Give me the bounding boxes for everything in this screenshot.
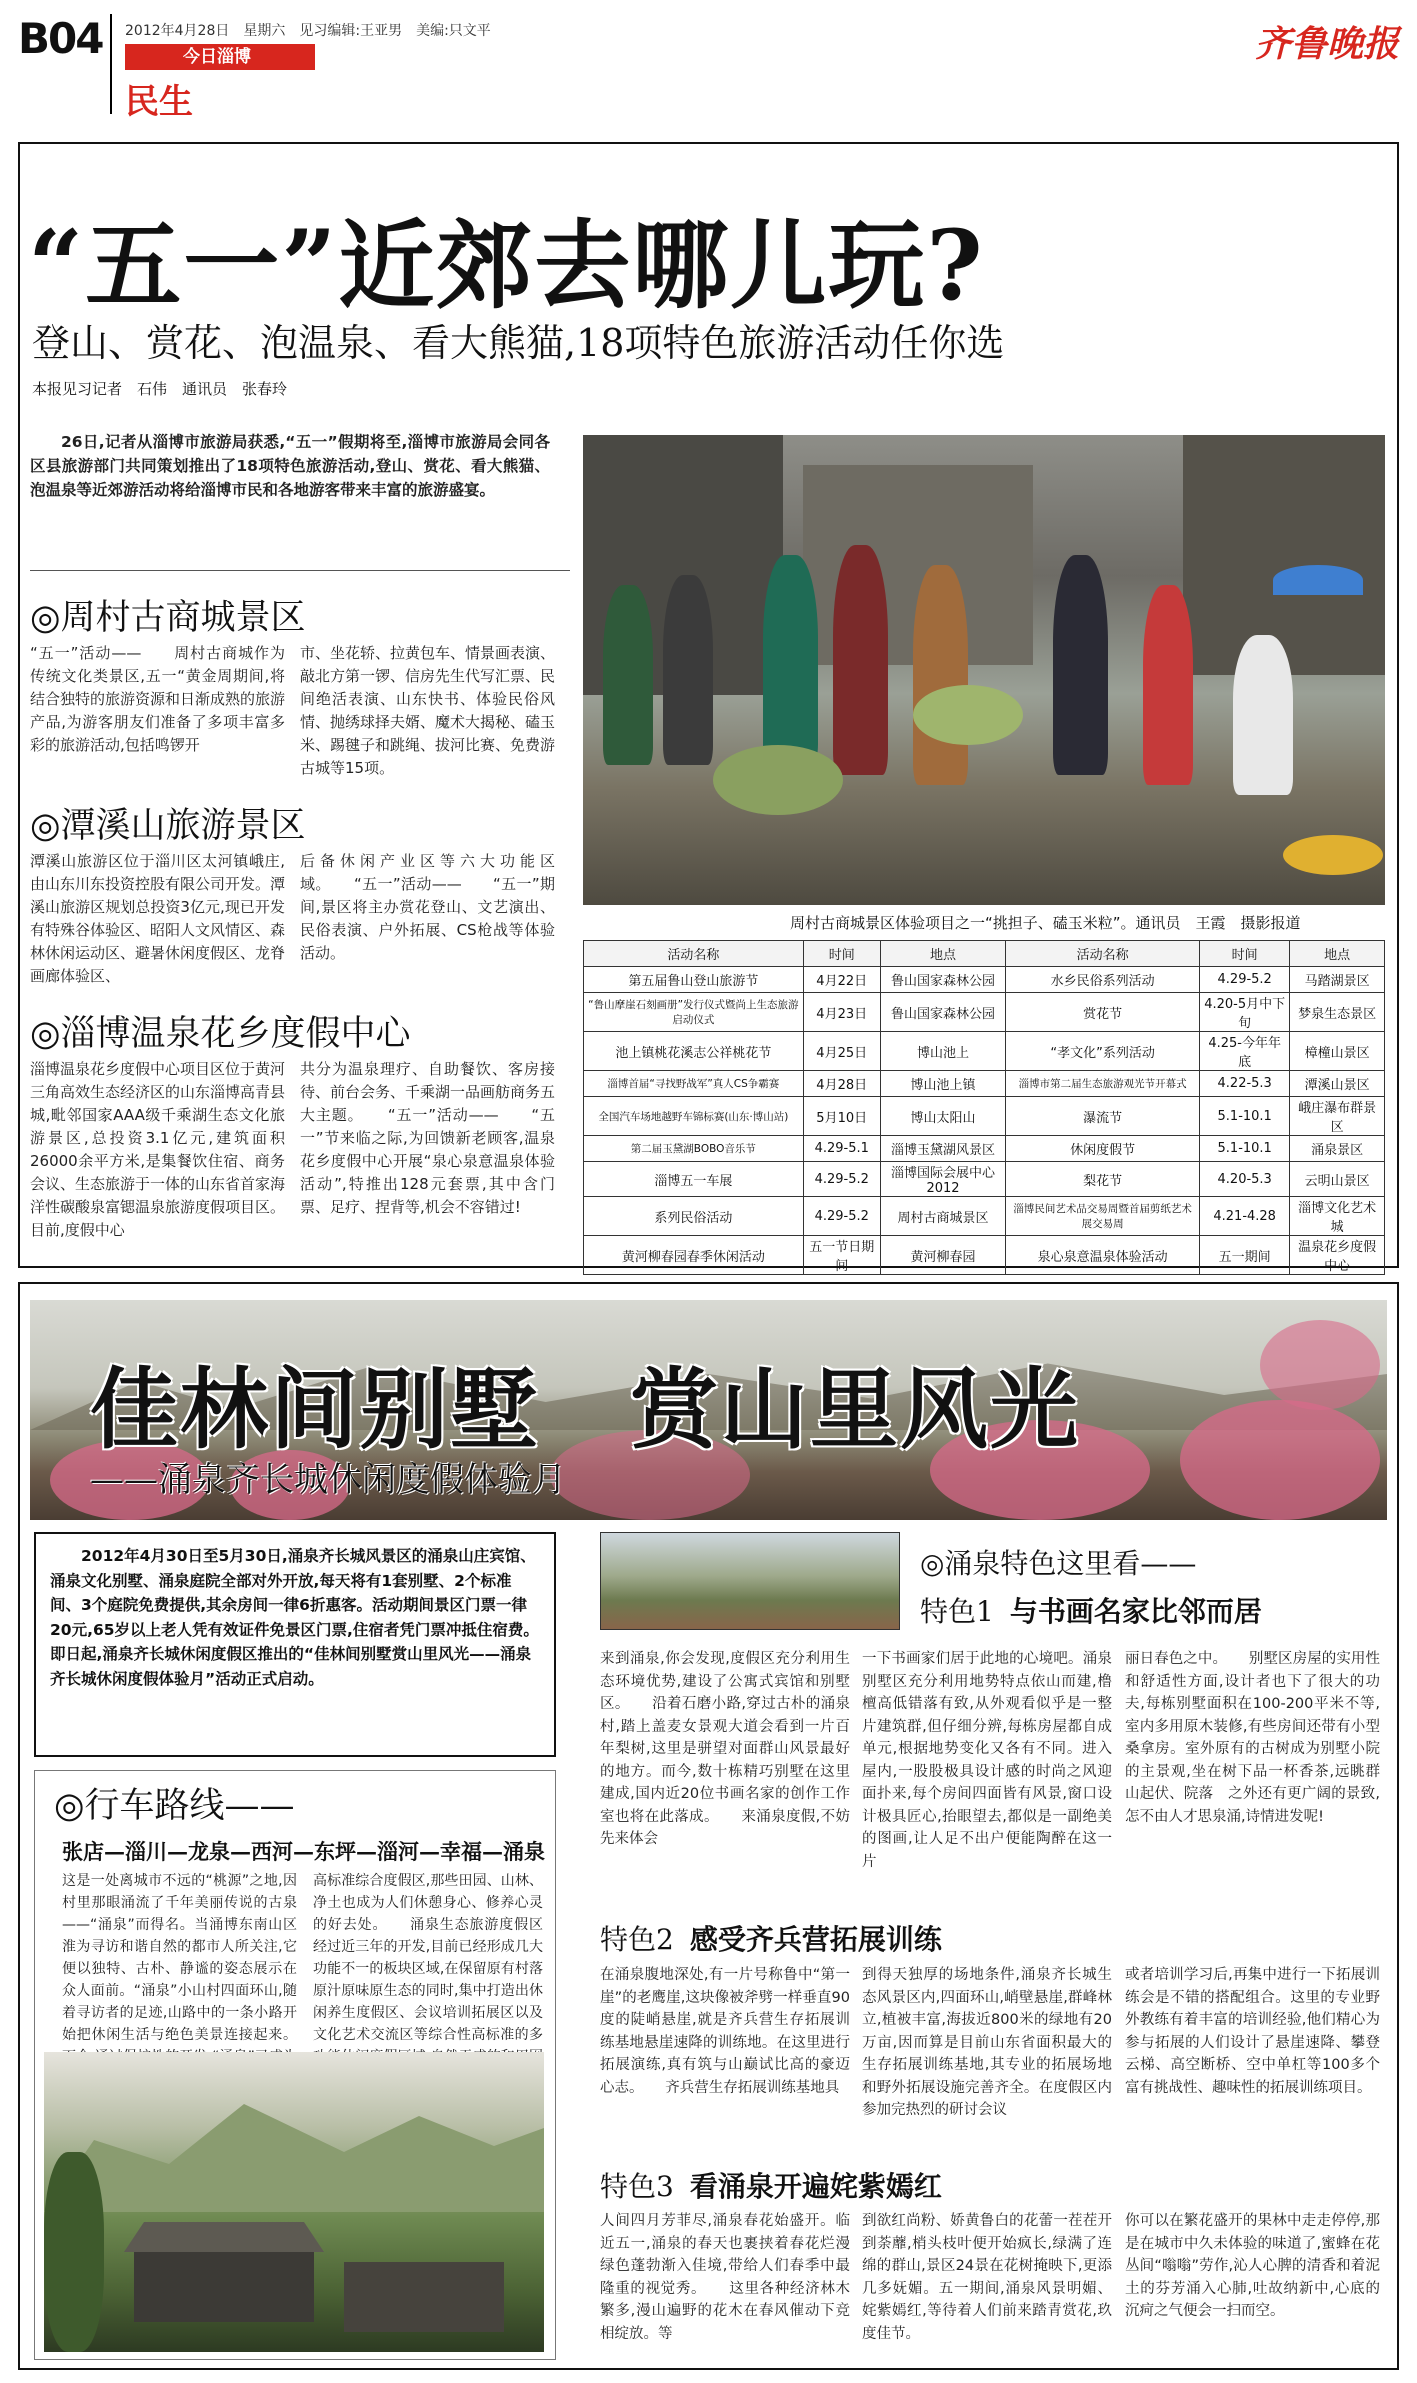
table-header: 时间 xyxy=(803,941,880,967)
feature-1-heading xyxy=(920,1590,1262,1630)
promo-box xyxy=(34,1532,556,1757)
feature-3-text-col3: 你可以在繁花盛开的果林中走走停停,那是在城市中久未体验的味道了,蜜蜂在花丛间“嗡嗡”劳作,沁人心脾的清香和着泥土的芬芳涌入心肺,吐故纳新中,心底的沉疴之气便会一扫而空。 xyxy=(1125,2213,1380,2319)
table-cell: 淄博民间艺术品交易周暨首届剪纸艺术展交易周 xyxy=(1006,1197,1200,1236)
table-cell: “鲁山摩崖石刻画册”发行仪式暨尚上生态旅游启动仪式 xyxy=(584,993,804,1032)
table-cell: 淄博国际会展中心2012 xyxy=(880,1162,1005,1197)
table-cell: 五一节日期间 xyxy=(803,1236,880,1275)
table-header: 地点 xyxy=(1290,941,1385,967)
table-cell: 泉心泉意温泉体验活动 xyxy=(1006,1236,1200,1275)
route-text-col1: 这是一处离城市不远的“桃源”之地,因村里那眼涌流了千年美丽传说的古泉——“涌泉”而得名。当涌博东南山区淮为寻访和谐自然的都市人所关注,它便以独特、古朴、静谧的姿态展示在众人面前。“涌泉”小山村四面环山,随着寻访者的足迹,山路中的一条小路开始把休闲生活与绝色美景连接起来。 xyxy=(62,1873,297,2043)
feature-3-label: 特色3 xyxy=(600,2170,674,2203)
table-cell: 博山池上 xyxy=(880,1032,1005,1071)
table-cell: 淄博玉黛湖风景区 xyxy=(880,1136,1005,1162)
zhoucun-text-col2: 市、坐花轿、拉黄包车、情景画表演、敲北方第一锣、信房先生代写汇票、民间绝活表演、山东快书、体验民俗风情、抛绣球择夫婿、魔术大揭秘、磕玉米、踢毽子和跳绳、拔河比赛、免费游古城等15项。 xyxy=(300,644,556,777)
table-cell: 系列民俗活动 xyxy=(584,1197,804,1236)
table-cell: 淄博首届“寻找野战军”真人CS争霸赛 xyxy=(584,1071,804,1097)
table-header: 时间 xyxy=(1200,941,1290,967)
zhoucun-text-col1: “五一”活动—— 周村古商城作为传统文化类景区,五一“黄金周期间,将结合独特的旅游资源和日渐成熟的旅游产品,为游客朋友们准备了多项丰富多彩的旅游活动,包括鸣锣开 xyxy=(30,644,286,754)
table-cell: “孝文化”系列活动 xyxy=(1006,1032,1200,1071)
table-cell: 博山太阳山 xyxy=(880,1097,1005,1136)
promo-text: 2012年4月30日至5月30日,涌泉齐长城风景区的涌泉山庄宾馆、涌泉文化别墅、涌泉庭院全部对外开放,每天将有1套别墅、2个标准间、3个庭院免费提供,其余房间一律6折惠客。活动期间景区门票一律20元,65岁以上老人凭有效证件免景区门票,住宿者凭门票冲抵住宿费。即日起,涌泉齐长城休闲度假区推出的“佳林间别墅赏山里风光——涌泉齐长城休闲度假体验月”活动正式启动。 xyxy=(50,1547,539,1688)
table-cell: 第五届鲁山登山旅游节 xyxy=(584,967,804,993)
photo-zhoucun-street xyxy=(583,435,1385,905)
table-cell: 5月10日 xyxy=(803,1097,880,1136)
table-cell: 樟橦山景区 xyxy=(1290,1032,1385,1071)
table-cell: 涌泉景区 xyxy=(1290,1136,1385,1162)
table-row xyxy=(584,1097,1385,1136)
table-cell: 4.29-5.2 xyxy=(1200,967,1290,993)
feature-1-text-col3: 丽日春色之中。 别墅区房屋的实用性和舒适性方面,设计者也下了很大的功夫,每栋别墅面积在100-200平米不等,室内多用原木装修,有些房间还带有小型桑拿房。室外原有的古树成为别墅小院的主景观,坐在树下品一杯香茶,远眺群山起伏、院落 之外还有更广阔的景致,怎不由人才思泉涌,诗情进发呢! xyxy=(1125,1651,1380,1825)
route-line: 张店—淄川—龙泉—西河—东坪—淄河—幸福—涌泉 xyxy=(62,1839,545,1864)
table-cell: 淄博文化艺术城 xyxy=(1290,1197,1385,1236)
paper-logo: 齐鲁晚报 xyxy=(1254,23,1399,65)
feature-3-heading xyxy=(600,2165,942,2205)
feature-2-label: 特色2 xyxy=(600,1923,674,1956)
table-cell: 潭溪山景区 xyxy=(1290,1071,1385,1097)
table-cell: 梦泉生态景区 xyxy=(1290,993,1385,1032)
table-cell: 4.29-5.1 xyxy=(803,1136,880,1162)
table-row xyxy=(584,1197,1385,1236)
feature-3-title: 看涌泉开遍姹紫嫣红 xyxy=(689,2170,942,2203)
table-row xyxy=(584,1236,1385,1275)
table-cell: 水乡民俗系列活动 xyxy=(1006,967,1200,993)
table-row xyxy=(584,993,1385,1032)
table-header: 活动名称 xyxy=(584,941,804,967)
table-cell: 4月22日 xyxy=(803,967,880,993)
table-cell: 鲁山国家森林公园 xyxy=(880,993,1005,1032)
table-cell: 4.29-5.2 xyxy=(803,1162,880,1197)
table-cell: 4.29-5.2 xyxy=(803,1197,880,1236)
table-cell: 马踏湖景区 xyxy=(1290,967,1385,993)
divider xyxy=(30,570,570,571)
feature-2-heading xyxy=(600,1918,942,1958)
table-cell: 黄河柳春园 xyxy=(880,1236,1005,1275)
feature-2-title: 感受齐兵营拓展训练 xyxy=(689,1923,942,1956)
route-heading: ◎行车路线—— xyxy=(54,1786,295,1826)
table-cell: 五一期间 xyxy=(1200,1236,1290,1275)
table-cell: 周村古商城景区 xyxy=(880,1197,1005,1236)
feature-3-text-col1: 人间四月芳菲尽,涌泉春花始盛开。临近五一,涌泉的春天也裹挟着春花烂漫绿色蓬勃渐入佳境,带给人们春季中最隆重的视觉秀。 这里各种经济林木繁多,漫山遍野的花木在春风催动下竞相绽放。等 xyxy=(600,2213,850,2342)
wenquan-text-col2: 共分为温泉理疗、自助餐饮、客房接待、前台会务、千乘湖一品画舫商务五大主题。 “五一”活动—— “五一”节来临之际,为回馈新老顾客,温泉花乡度假中心开展“泉心泉意温泉体验活动”,特推出128元套票,其中含门票、足疗、捏背等,机会不容错过! xyxy=(300,1060,556,1216)
table-cell: 池上镇桃花溪志公祥桃花节 xyxy=(584,1032,804,1071)
subhead: 登山、赏花、泡温泉、看大熊猫,18项特色旅游活动任你选 xyxy=(32,321,1005,365)
tanxi-text-col2: 后备休闲产业区等六大功能区域。 “五一”活动—— “五一”期间,景区将主办赏花登山、文艺演出、民俗表演、户外拓展、CS枪战等体验活动。 xyxy=(300,852,555,962)
table-cell: 第二届玉黛湖BOBO音乐节 xyxy=(584,1136,804,1162)
table-cell: 4月23日 xyxy=(803,993,880,1032)
intro-paragraph: 26日,记者从淄博市旅游局获悉,“五一”假期将至,淄博市旅游局会同各区县旅游部门共同策划推出了18项特色旅游活动,登山、赏花、看大熊猫、泡温泉等近郊游活动将给淄博市民和各地游客带来丰富的旅游盛宴。 xyxy=(30,433,550,499)
table-cell: 4月28日 xyxy=(803,1071,880,1097)
table-cell: 4.22-5.3 xyxy=(1200,1071,1290,1097)
feature-3-text-col2: 到欲红尚粉、娇黄鲁白的花蕾一茬茬开到荼蘼,梢头枝叶便开始疯长,绿满了连绵的群山,景区24景在花树掩映下,更添几多妩媚。五一期间,涌泉风景明媚、姹紫嫣红,等待着人们前来踏青赏花,玖度佳节。 xyxy=(862,2213,1112,2342)
table-cell: 黄河柳春园春季休闲活动 xyxy=(584,1236,804,1275)
table-cell: 全国汽车场地越野车锦标赛(山东·博山站) xyxy=(584,1097,804,1136)
events-table xyxy=(583,940,1385,1275)
table-cell: 瀑流节 xyxy=(1006,1097,1200,1136)
table-header: 地点 xyxy=(880,941,1005,967)
feature-1-text-col1: 来到涌泉,你会发现,度假区充分利用生态环境优势,建设了公寓式宾馆和别墅区。 沿着石磨小路,穿过古朴的涌泉村,踏上盖麦女景观大道会看到一片百年梨树,这里是骈望对面群山风景最好的地方。而今,数十栋精巧别墅在这里建成,国内近20位书画名家的创作工作室也将在此落成。 来涌泉度假,不妨先来体会 xyxy=(600,1651,850,1847)
photo-villas xyxy=(600,1532,900,1630)
table-cell: 休闲度假节 xyxy=(1006,1136,1200,1162)
feature-1-label: 特色1 xyxy=(920,1595,994,1628)
table-cell: 5.1-10.1 xyxy=(1200,1097,1290,1136)
section-name: 民生 xyxy=(125,82,193,122)
feature-2-text-col1: 在涌泉腹地深处,有一片号称鲁中“第一崖”的老鹰崖,这块像被斧劈一样垂直90度的陡峭悬崖,就是齐兵营生存拓展训练基地悬崖速降的训练地。在这里进行拓展演练,真有筑与山巅试比高的豪迈心志。 齐兵营生存拓展训练基地具 xyxy=(600,1967,850,2096)
table-cell: 鲁山国家森林公园 xyxy=(880,967,1005,993)
wenquan-text-col1: 淄博温泉花乡度假中心项目区位于黄河三角高效生态经济区的山东淄博高青县城,毗邻国家AAA级千乘湖生态文化旅游景区,总投资3.1亿元,建筑面积26000余平方米,是集餐饮住宿、商务会议、生态旅游于一体的山东省首家海洋性碳酸泉富锶温泉旅游度假项目区。目前,度假中心 xyxy=(30,1060,286,1239)
table-row xyxy=(584,1136,1385,1162)
table-cell: 淄博五一车展 xyxy=(584,1162,804,1197)
photo-caption: 周村古商城景区体验项目之一“挑担子、磕玉米粒”。通讯员 王霞 摄影报道 xyxy=(790,914,1301,932)
feature-2-text-col3: 或者培训学习后,再集中进行一下拓展训练会是不错的搭配组合。这里的专业野外教练有着丰富的培训经验,他们精心为参与拓展的人们设计了悬崖速降、攀登云梯、高空断桥、空中单杠等100多个富有挑战性、趣味性的拓展训练项目。 xyxy=(1125,1967,1380,2096)
section-heading-wenquan: ◎淄博温泉花乡度假中心 xyxy=(30,1014,411,1054)
events-table-body xyxy=(584,967,1385,1275)
table-header-row xyxy=(584,941,1385,967)
table-cell: 4.20-5月中下旬 xyxy=(1200,993,1290,1032)
table-cell: 云明山景区 xyxy=(1290,1162,1385,1197)
table-row xyxy=(584,1032,1385,1071)
page-code: B04 xyxy=(18,14,103,63)
table-row xyxy=(584,967,1385,993)
table-cell: 4.25-今年年底 xyxy=(1200,1032,1290,1071)
feature-1-text-col2: 一下书画家们居于此地的心境吧。涌泉别墅区充分利用地势特点依山而建,橹檀高低错落有致,从外观看似乎是一整片建筑群,但仔细分辨,每栋房屋都自成单元,根据地势变化又各有不同。进入屋内,一股股极具设计感的时尚之风迎面扑来,每个房间四面皆有风景,窗口设计极具匠心,抬眼望去,都似是一副绝美的图画,让人足不出户便能陶醉在这一片 xyxy=(862,1651,1112,1870)
feature-1-title: 与书画名家比邻而居 xyxy=(1009,1595,1262,1628)
table-row xyxy=(584,1071,1385,1097)
masthead-divider xyxy=(110,14,112,114)
tanxi-text-col1: 潭溪山旅游区位于淄川区太河镇峨庄,由山东川东投资控股有限公司开发。潭溪山旅游区规划总投资3亿元,现已开发有特殊谷体验区、昭阳人文风情区、森林休闲运动区、避暑休闲度假区、龙脊画廊体验区、 xyxy=(30,852,286,985)
masthead-section-bar: 今日淄博 xyxy=(125,44,315,70)
table-cell: 4.21-4.28 xyxy=(1200,1197,1290,1236)
table-cell: 温泉花乡度假中心 xyxy=(1290,1236,1385,1275)
table-cell: 峨庄瀑布群景区 xyxy=(1290,1097,1385,1136)
table-cell: 梨花节 xyxy=(1006,1162,1200,1197)
table-cell: 淄博市第二届生态旅游观光节开幕式 xyxy=(1006,1071,1200,1097)
table-row xyxy=(584,1162,1385,1197)
banner-subtitle: ——涌泉齐长城休闲度假体验月 xyxy=(90,1460,566,1500)
table-cell: 赏花节 xyxy=(1006,993,1200,1032)
table-cell: 4月25日 xyxy=(803,1032,880,1071)
masthead-info: 2012年4月28日 星期六 见习编辑:王亚男 美编:只文平 xyxy=(125,23,491,39)
table-cell: 5.1-10.1 xyxy=(1200,1136,1290,1162)
byline: 本报见习记者 石伟 通讯员 张春玲 xyxy=(32,380,288,398)
section-heading-zhoucun: ◎周村古商城景区 xyxy=(30,598,306,638)
photo-village xyxy=(44,2052,544,2352)
feature-2-text-col2: 到得天独厚的场地条件,涌泉齐长城生态风景区内,四面环山,峭壁悬崖,群峰林立,植被丰富,海拔近800米的绿地有20万亩,因而算是目前山东省面积最大的生存拓展训练基地,其专业的拓展场地和野外拓展设施完善齐全。在度假区内参加完热烈的研讨会议 xyxy=(862,1967,1112,2118)
headline: “五一”近郊去哪儿玩? xyxy=(28,209,985,322)
table-cell: 博山池上镇 xyxy=(880,1071,1005,1097)
features-heading: ◎涌泉特色这里看—— xyxy=(920,1547,1197,1580)
table-cell: 4.20-5.3 xyxy=(1200,1162,1290,1197)
banner-title: 佳林间别墅 赏山里风光 xyxy=(90,1357,1081,1461)
route-text-col2: 高标准综合度假区,那些田园、山林、净土也成为人们休憩身心、修养心灵的好去处。 涌泉生态旅游度假区经过近三年的开发,目前已经形成几大功能不一的板块区域,在保留原有村落原汁原味原生态的同时,集中打造出休闲养生度假区、会议培训拓展区以及文化艺术交流区等综合性高标准的多 xyxy=(313,1873,543,2043)
table-header: 活动名称 xyxy=(1006,941,1200,967)
section-heading-tanxi: ◎潭溪山旅游景区 xyxy=(30,806,306,846)
